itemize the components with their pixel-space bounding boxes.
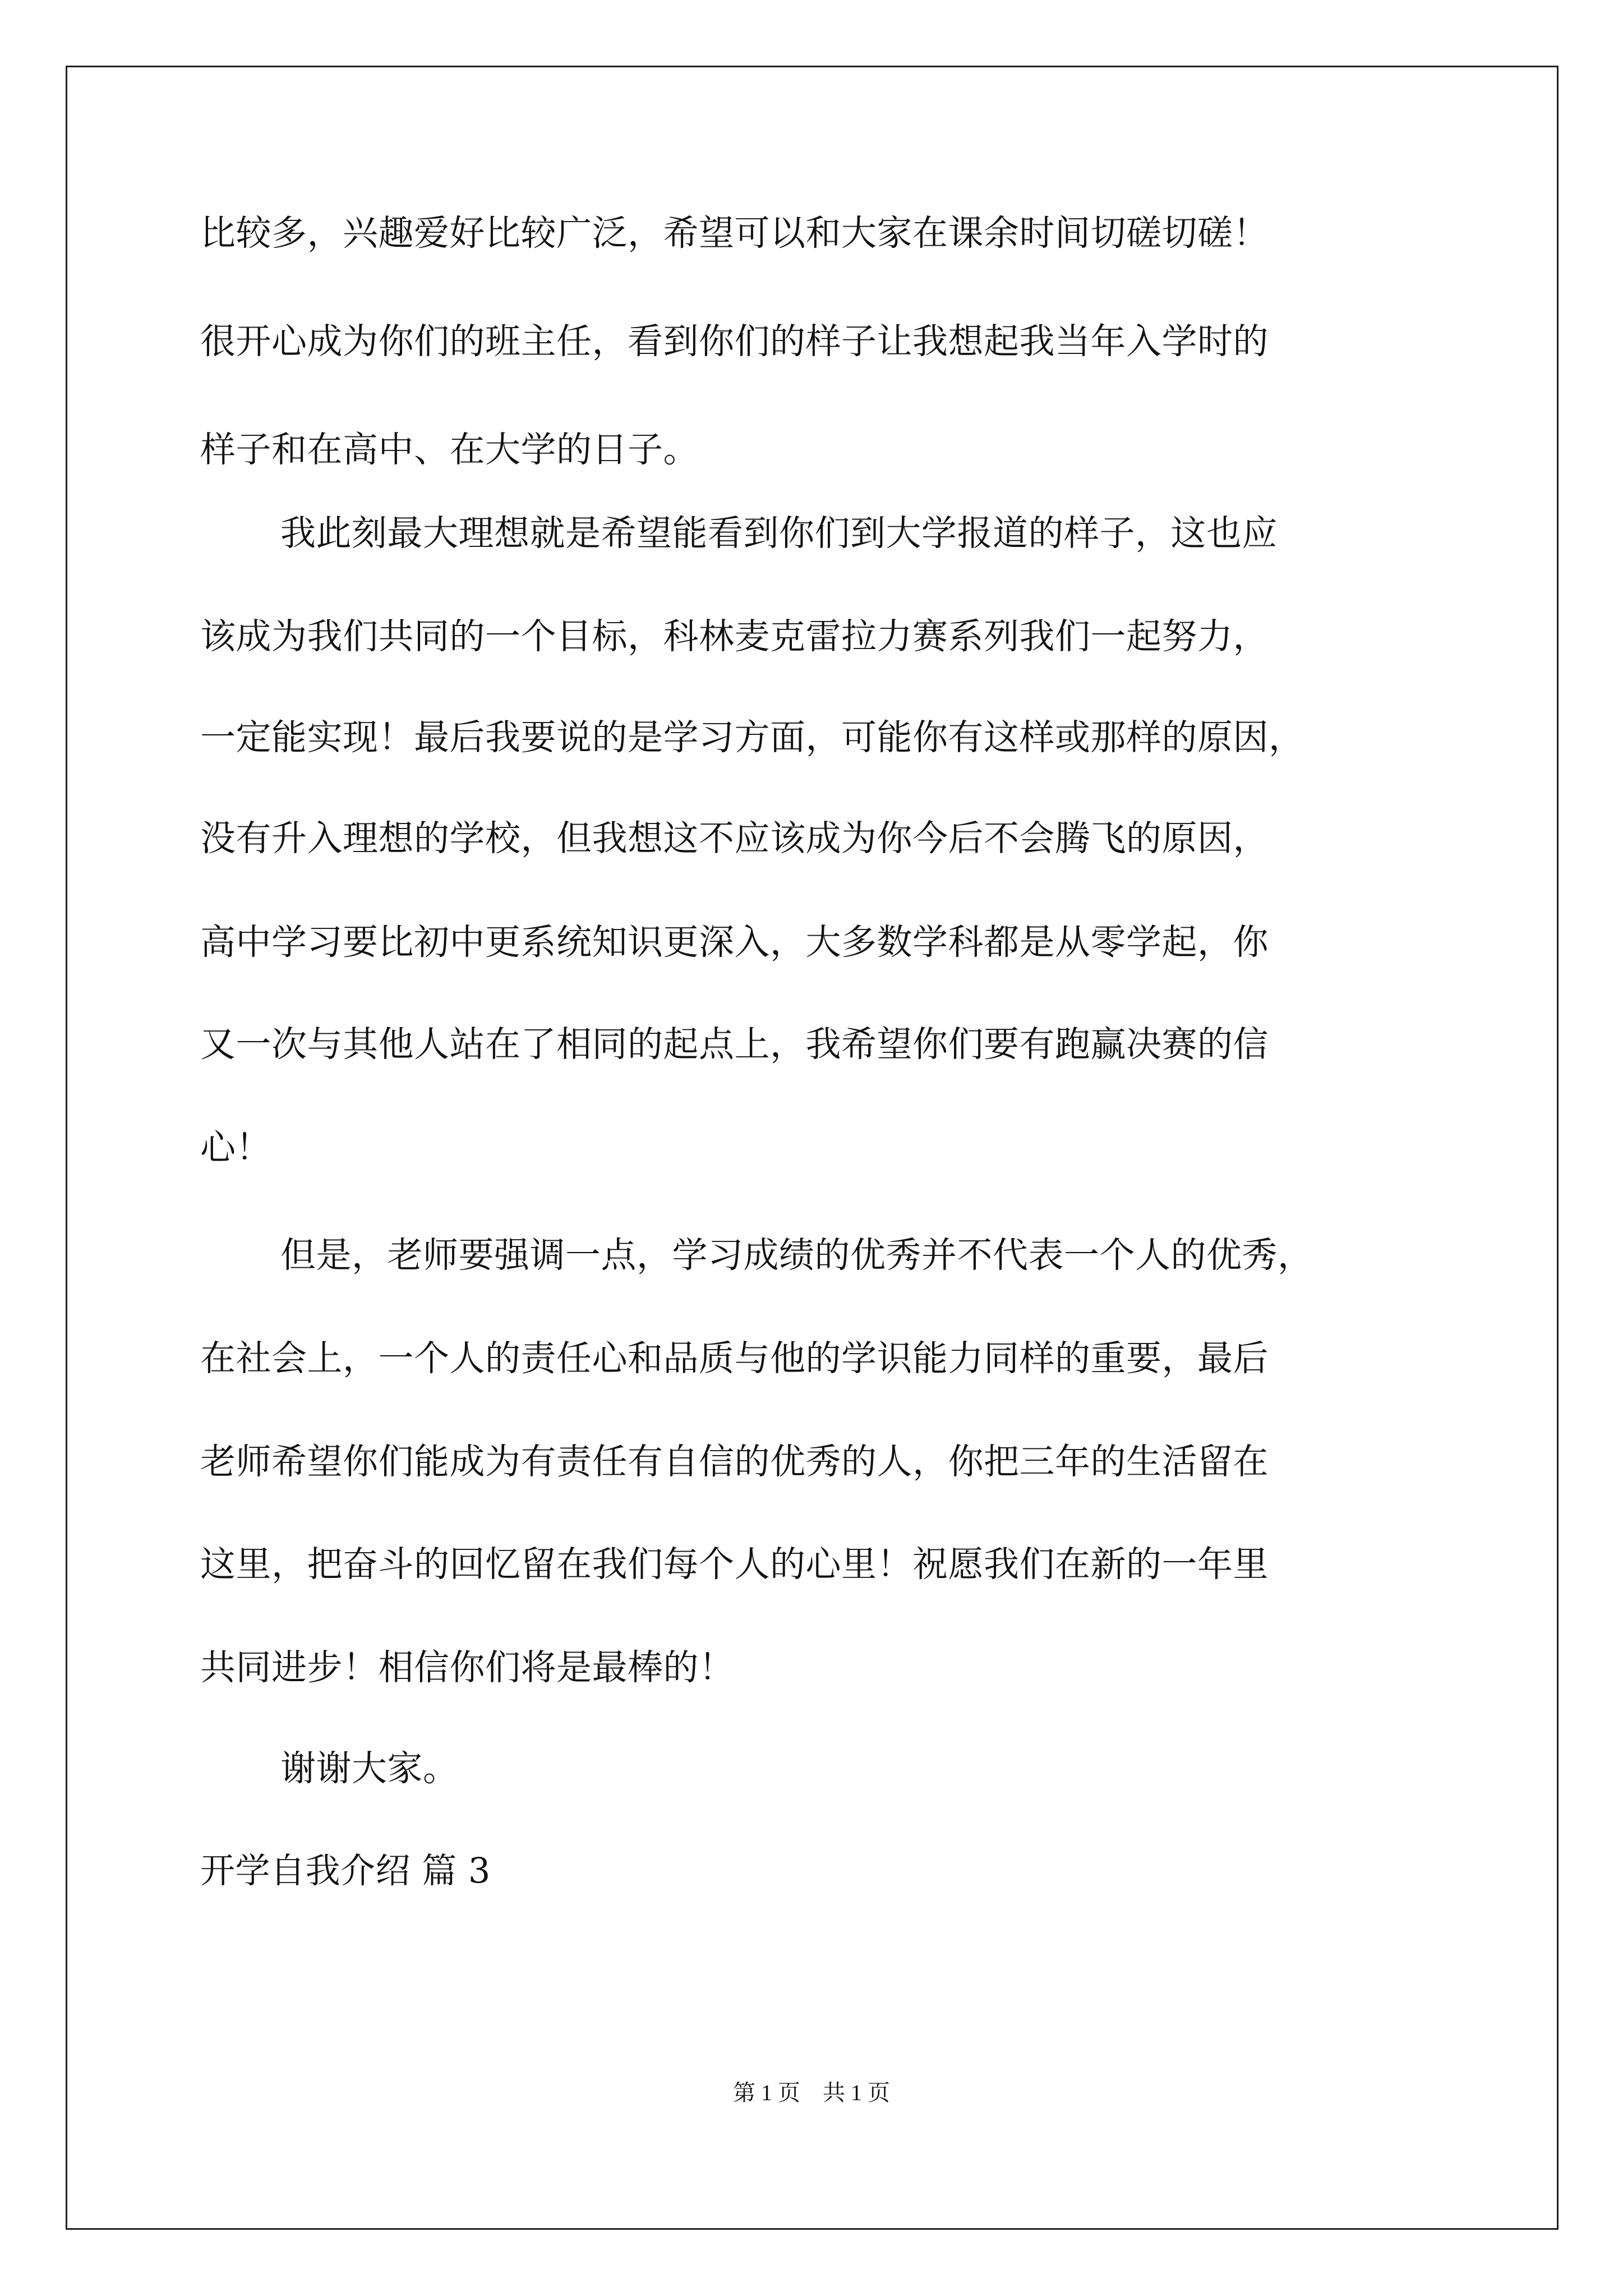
text-line: 心！ [200,1127,271,1168]
text-line: 谢谢大家。 [280,1748,459,1789]
section-heading: 开学自我介绍 篇 3 [200,1850,491,1891]
text-line: 比较多，兴趣爱好比较广泛，希望可以和大家在课余时间切磋切磋！ [200,213,1269,254]
text-line: 很开心成为你们的班主任，看到你们的样子让我想起我当年入学时的 [200,321,1269,362]
text-line: 该成为我们共同的一个目标，科林麦克雷拉力赛系列我们一起努力， [200,616,1269,657]
text-line: 样子和在高中、在大学的日子。 [200,429,699,470]
text-line: 我此刻最大理想就是希望能看到你们到大学报道的样子，这也应 [280,513,1278,554]
text-line: 但是，老师要强调一点，学习成绩的优秀并不代表一个人的优秀， [280,1235,1313,1276]
text-line: 高中学习要比初中更系统知识更深入，大多数学科都是从零学起，你 [200,922,1269,963]
text-line: 没有升入理想的学校，但我想这不应该成为你今后不会腾飞的原因， [200,818,1269,859]
text-line: 一定能实现！最后我要说的是学习方面，可能你有这样或那样的原因， [200,717,1304,758]
text-line: 这里，把奋斗的回忆留在我们每个人的心里！祝愿我们在新的一年里 [200,1544,1269,1585]
text-line: 又一次与其他人站在了相同的起点上，我希望你们要有跑赢决赛的信 [200,1024,1269,1065]
text-line: 在社会上，一个人的责任心和品质与他的学识能力同样的重要，最后 [200,1338,1269,1379]
page-border [66,66,1559,2230]
text-line: 共同进步！相信你们将是最棒的！ [200,1647,735,1688]
page-number: 第 1 页 共 1 页 [733,2080,890,2105]
text-line: 老师希望你们能成为有责任有自信的优秀的人，你把三年的生活留在 [200,1441,1269,1482]
